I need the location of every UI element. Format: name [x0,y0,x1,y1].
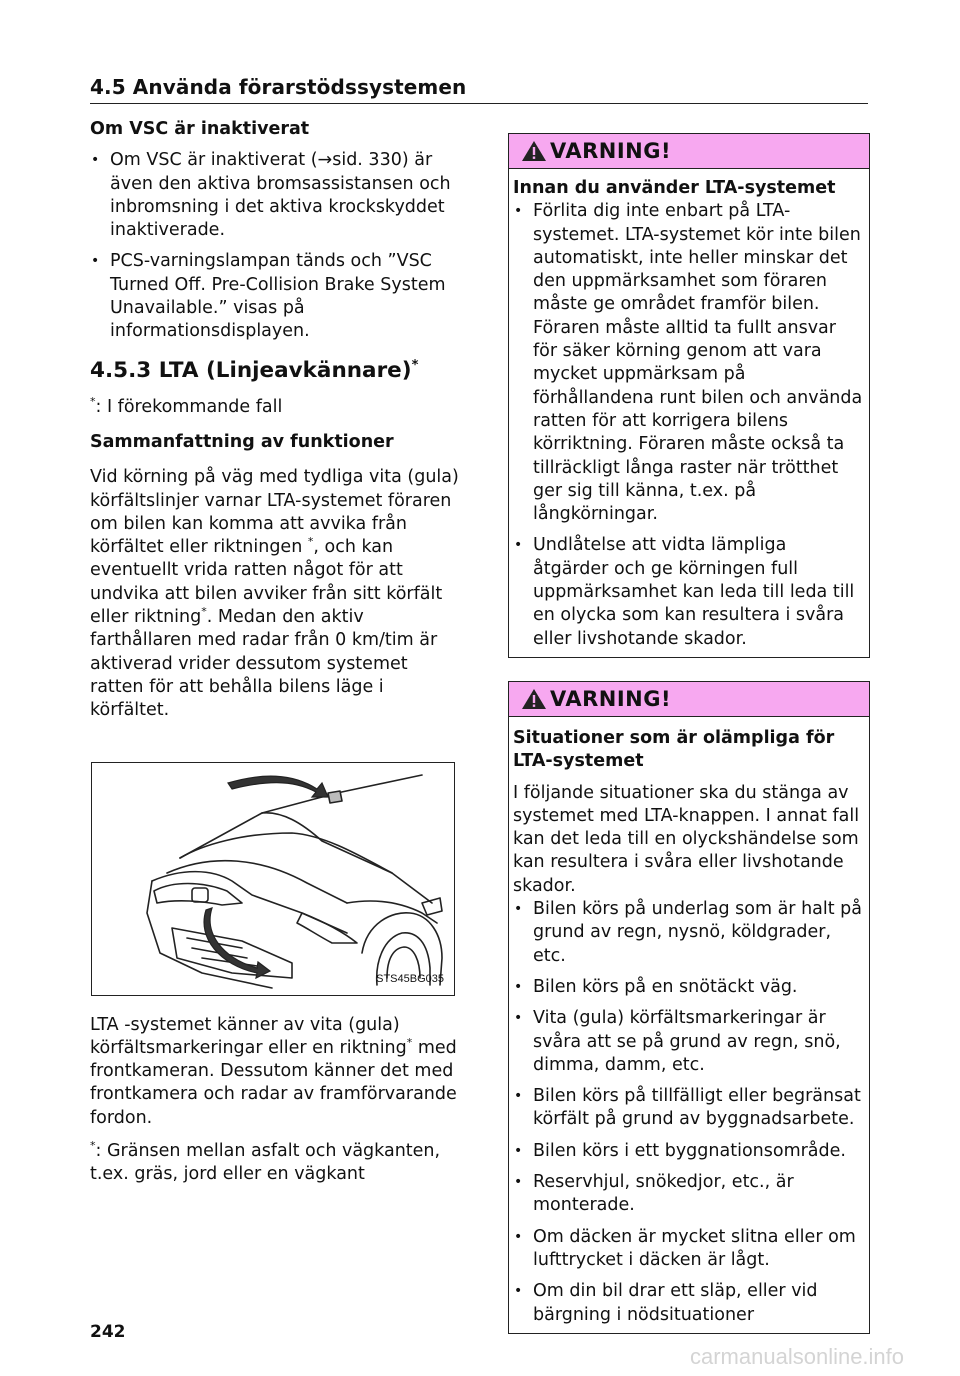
vsc-heading: Om VSC är inaktiverat [90,119,310,139]
warning-title: VARNING! [550,139,672,163]
list-item: • Reservhjul, snökedjor, etc., är monterade. [513,1171,863,1218]
figure-code: STS45BG035 [376,973,444,986]
left-column [90,118,462,1187]
section-header: 4.5 Använda förarstödssystemen [90,72,868,104]
warning-box-2 [508,681,870,1334]
list-item: • Bilen körs på en snötäckt väg. [513,976,863,999]
list-item: • Om däcken är mycket slitna eller om lufttrycket i däcken är lågt. [513,1226,863,1273]
warning-header [509,134,869,169]
footnote: *: I förekommande fall [90,394,283,417]
warning-heading: Innan du använder LTA-systemet [513,178,836,198]
warning-bullet-list [513,200,863,651]
list-item: • Undlåtelse att vidta lämpliga åtgärder och ge körningen full uppmärksamhet kan leda till leda till en olycka som kan resultera i svåra eller livshotande skador. [513,534,863,650]
warning-box-1 [508,133,870,658]
list-item: • Bilen körs på underlag som är halt på grund av regn, nysnö, köldgrader, etc. [513,898,863,968]
car-illustration [91,762,455,996]
list-item: • Bilen körs i ett byggnationsområde. [513,1140,863,1163]
summary-paragraph: Vid körning på väg med tydliga vita (gula) körfältslinjer varnar LTA-systemet föraren om bilen kan komma att avvika från körfältet eller riktningen *, och kan eventuellt vrida ratten något för att undvika att bilen avviker från sitt körfält eller riktning*. Medan den aktiv farthållaren med radar från 0 km/tim är aktiverad vrider dessutom systemet ratten för att behålla bilens läge i körfältet. [90,467,459,721]
warning-heading: Situationer som är olämpliga för LTA-systemet [513,728,835,772]
list-item: • Om VSC är inaktiverat (→sid. 330) är även den aktiva bromsassistansen och inbromsning i det aktiva krockskyddet inaktiverade. [90,149,462,242]
list-item: • Om din bil drar ett släp, eller vid bärgning i nödsituationer [513,1280,863,1327]
car-front-camera-icon [92,763,454,995]
lta-paragraph: LTA -systemet känner av vita (gula) körfältsmarkeringar eller en riktning* med frontkameran. Dessutom känner det med frontkamera och radar av framförvarande fordon. [90,1014,457,1128]
footnote: *: Gränsen mellan asfalt och vägkanten, t.ex. gräs, jord eller en vägkant [90,1139,441,1185]
warning-bullet-list [513,898,863,1327]
list-item: • Förlita dig inte enbart på LTA-systemet. LTA-systemet kör inte bilen automatiskt, inte heller minskar det den uppmärksamhet som föraren måste ge området framför bilen. Föraren måste alltid ta fullt ansvar för säker körning genom att vara mycket uppmärksam på förhållandena runt bilen och använda ratten för att korrigera bilens körriktning. Föraren måste också ta tillräckligt långa raster när trötthet ger sig till känna, t.ex. på långkörningar. [513,200,863,526]
warning-triangle-icon [521,139,547,163]
footer-watermark: carmanualsonline.info [690,1344,905,1369]
warning-body [509,169,869,657]
list-item: • Vita (gula) körfältsmarkeringar är svåra att se på grund av regn, snö, dimma, damm, etc. [513,1007,863,1077]
warning-body [509,717,869,1333]
list-item: • PCS-varningslampan tänds och ”VSC Turned Off. Pre-Collision Brake System Unavailable.” visas på informationsdisplayen. [90,250,462,343]
warning-triangle-icon [521,687,547,711]
vsc-bullet-list [90,149,462,343]
warning-title: VARNING! [550,687,672,711]
list-item: • Bilen körs på tillfälligt eller begränsat körfält på grund av byggnadsarbete. [513,1085,863,1132]
summary-heading: Sammanfattning av funktioner [90,431,394,452]
section-title: 4.5.3 LTA (Linjeavkännare)* [90,357,419,383]
warning-header [509,682,869,717]
page-number: 242 [90,1322,126,1342]
warning-intro: I följande situationer ska du stänga av systemet med LTA-knappen. I annat fall kan det leda till en olyckshändelse som kan resultera i svåra eller livshotande skador. [513,782,860,896]
